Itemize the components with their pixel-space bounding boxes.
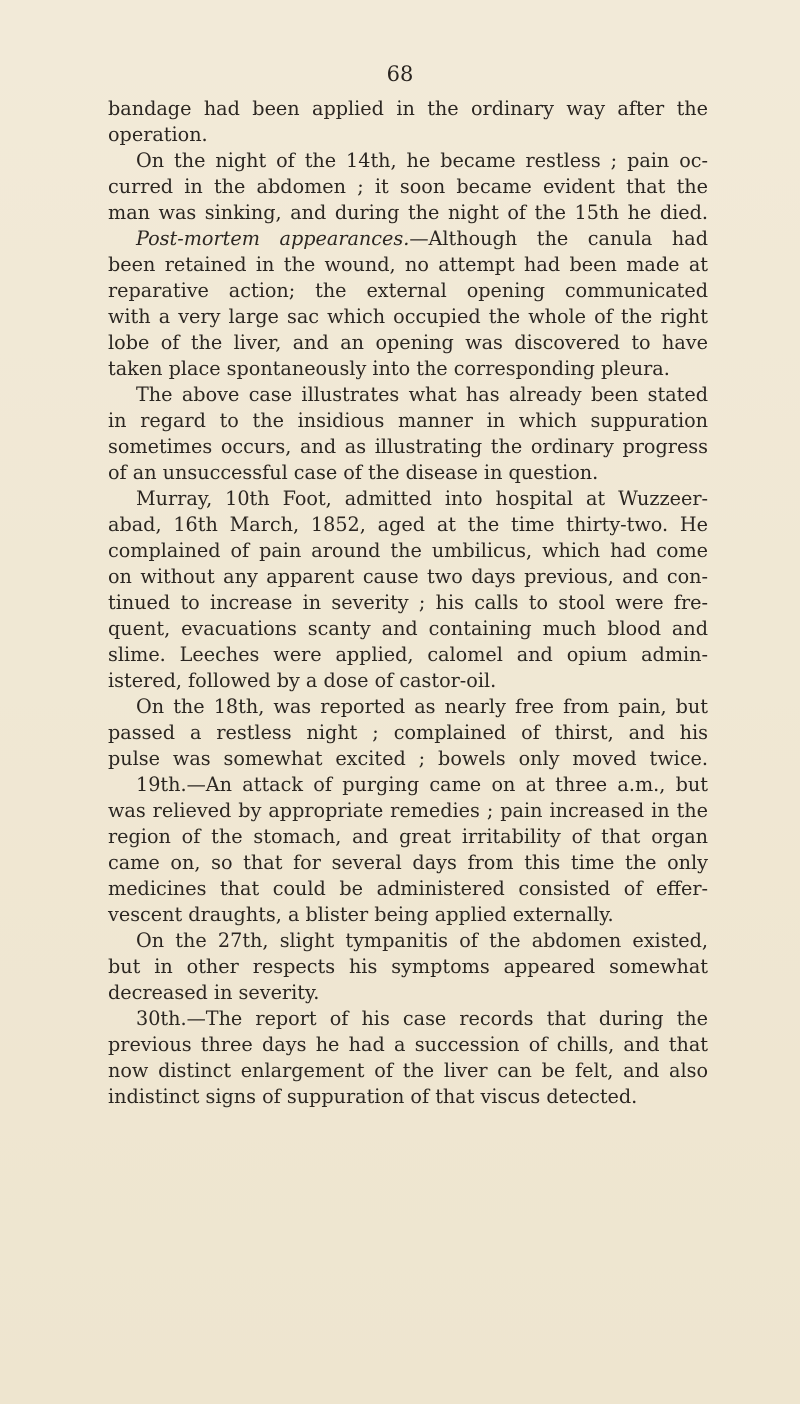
line-text: man was sinking, and during the night of the 15th he died. [108,201,708,224]
text-line [108,720,708,746]
line-text: —Although the canula had [409,227,708,250]
line-text: came on, so that for several days from this time the only [108,851,708,874]
line-text: complained of pain around the umbilicus, which had come [108,539,708,562]
text-line [108,434,708,460]
line-text: 19th.—An attack of purging came on at three a.m., but [136,773,708,796]
text-line [108,642,708,668]
line-text: abad, 16th March, 1852, aged at the time thirty-two. He [108,513,708,536]
text-line [108,928,708,954]
text-line [108,148,708,174]
text-line [108,252,708,278]
line-text: tinued to increase in severity ; his calls to stool were fre- [108,591,708,614]
text-line [108,694,708,720]
text-line [108,174,708,200]
text-line [108,304,708,330]
line-text: The above case illustrates what has already been stated [136,383,708,406]
text-line [108,122,708,148]
text-line [108,850,708,876]
text-line [108,746,708,772]
line-text: passed a restless night ; complained of thirst, and his [108,721,708,744]
text-line [108,512,708,538]
text-line [108,278,708,304]
line-text: of an unsuccessful case of the disease in question. [108,461,599,484]
text-line [108,798,708,824]
text-line [108,356,708,382]
text-line [108,772,708,798]
line-text: region of the stomach, and great irritability of that organ [108,825,708,848]
text-line [108,1058,708,1084]
line-text: lobe of the liver, and an opening was discovered to have [108,331,708,354]
line-text: bandage had been applied in the ordinary way after the [108,97,708,120]
line-text: previous three days he had a succession of chills, and that [108,1033,708,1056]
line-text: but in other respects his symptoms appeared somewhat [108,955,708,978]
text-line [108,200,708,226]
line-text: Murray, 10th Foot, admitted into hospital at Wuzzeer- [136,487,708,510]
text-line [108,382,708,408]
text-line [108,668,708,694]
text-line [108,980,708,1006]
line-text: on without any apparent cause two days previous, and con- [108,565,708,588]
text-line [108,954,708,980]
line-text: pulse was somewhat excited ; bowels only moved twice. [108,747,708,770]
line-text: in regard to the insidious manner in which suppuration [108,409,708,432]
line-text: On the 27th, slight tympanitis of the abdomen existed, [136,929,708,952]
text-line [108,538,708,564]
text-line [108,1006,708,1032]
line-text: istered, followed by a dose of castor-oil. [108,669,497,692]
line-text: On the night of the 14th, he became restless ; pain oc- [136,149,708,172]
text-line [108,1084,708,1110]
text-line [108,590,708,616]
line-text: slime. Leeches were applied, calomel and opium admin- [108,643,708,666]
text-line [108,330,708,356]
line-text: decreased in severity. [108,981,320,1004]
page-number: 68 [386,62,414,86]
line-text: sometimes occurs, and as illustrating the ordinary progress [108,435,708,458]
line-text: with a very large sac which occupied the whole of the right [108,305,708,328]
text-line [108,486,708,512]
line-text: indistinct signs of suppuration of that viscus detected. [108,1085,638,1108]
text-line [108,564,708,590]
line-text: was relieved by appropriate remedies ; pain increased in the [108,799,708,822]
text-line [108,902,708,928]
body-text [108,96,708,1110]
line-text: vescent draughts, a blister being applied externally. [108,903,614,926]
line-text: quent, evacuations scanty and containing much blood and [108,617,708,640]
line-text: operation. [108,123,208,146]
text-line [108,460,708,486]
text-line [108,96,708,122]
section-heading: Post-mortem appearances. [136,227,410,250]
text-line [108,616,708,642]
text-line [108,1032,708,1058]
line-text: taken place spontaneously into the corresponding pleura. [108,357,670,380]
line-text: 30th.—The report of his case records that during the [136,1007,708,1030]
line-text: been retained in the wound, no attempt had been made at [108,253,708,276]
line-text: On the 18th, was reported as nearly free from pain, but [136,695,708,718]
line-text: reparative action; the external opening communicated [108,279,708,302]
line-text: now distinct enlargement of the liver can be felt, and also [108,1059,708,1082]
text-line [108,876,708,902]
line-text: medicines that could be administered consisted of effer- [108,877,708,900]
text-line [108,226,708,252]
text-line [108,408,708,434]
text-line [108,824,708,850]
line-text: curred in the abdomen ; it soon became evident that the [108,175,708,198]
